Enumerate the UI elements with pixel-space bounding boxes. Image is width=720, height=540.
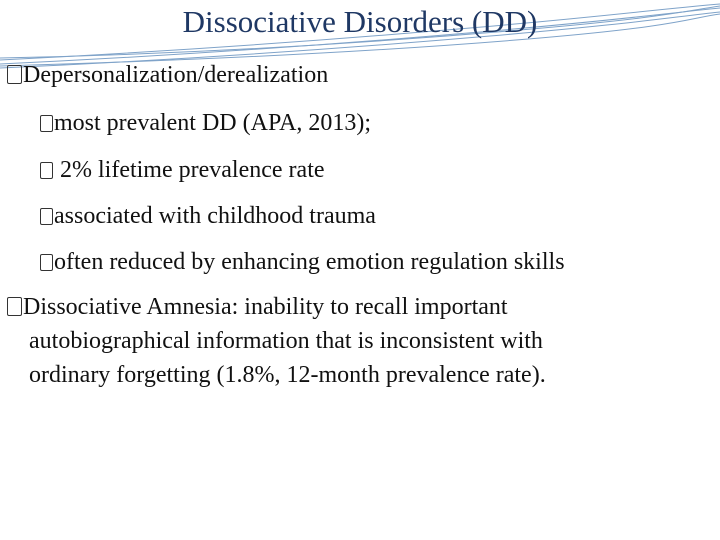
sub-bullet-point	[40, 201, 376, 231]
sub-bullet-text: 2% lifetime prevalence rate	[54, 157, 325, 183]
bullet-text: Dissociative Amnesia: inability to recall important	[23, 294, 508, 320]
bullet-continuation: ordinary forgetting (1.8%, 12-month prevalence rate).	[29, 362, 546, 388]
bullet-point	[7, 60, 328, 90]
bullet-box-icon	[7, 65, 22, 84]
bullet-text: Depersonalization/derealization	[23, 62, 329, 88]
sub-bullet-point	[40, 155, 325, 185]
sub-bullet-text: associated with childhood trauma	[54, 203, 376, 229]
bullet-box-icon	[40, 254, 53, 271]
bullet-box-icon	[40, 208, 53, 225]
sub-bullet-point	[40, 108, 371, 138]
bullet-continuation: autobiographical information that is inconsistent with	[29, 328, 543, 354]
bullet-box-icon	[40, 115, 53, 132]
sub-bullet-text: most prevalent DD (APA, 2013);	[54, 110, 372, 136]
sub-bullet-text: often reduced by enhancing emotion regulation skills	[54, 249, 565, 275]
sub-bullet-point	[40, 247, 565, 277]
slide-title: Dissociative Disorders (DD)	[182, 4, 538, 39]
bullet-box-icon	[40, 162, 53, 179]
bullet-point	[7, 292, 508, 322]
bullet-box-icon	[7, 297, 22, 316]
